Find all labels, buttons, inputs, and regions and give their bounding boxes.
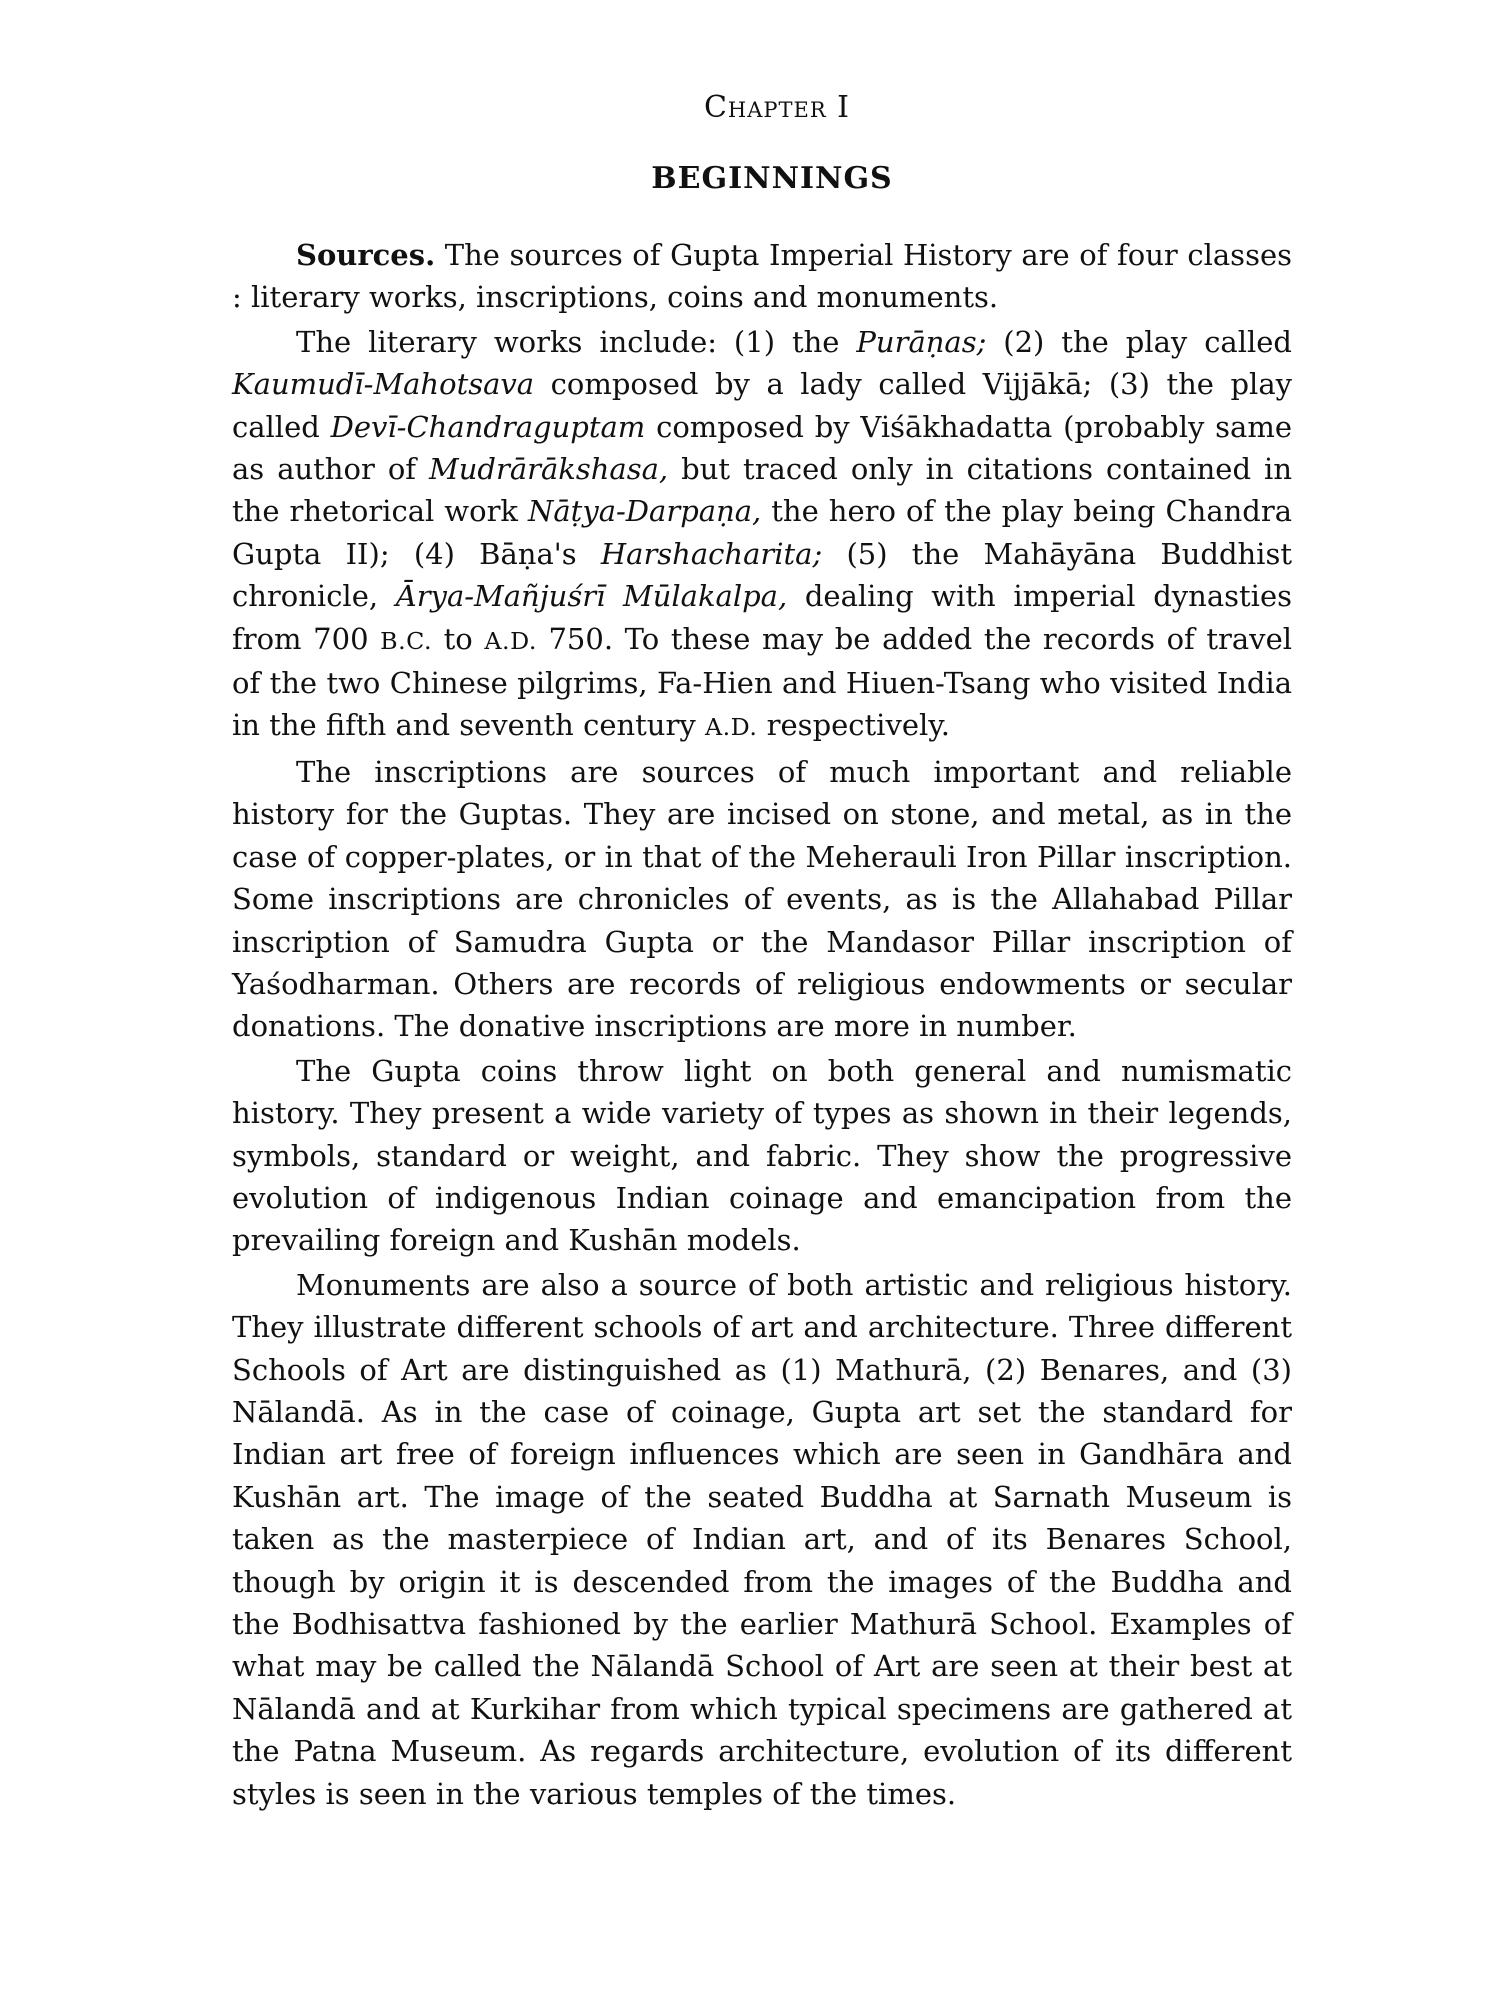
- paragraph-coins: [232, 1050, 1292, 1262]
- text-run: The inscriptions are sources of much important and reliable history for the Guptas. They are incised on stone, and metal, as in the case of copper-plates, or in that of the Meherauli Iron Pillar inscription. Some inscriptions are chronicles of events, as is the Allahabad Pillar inscription of Samudra Gupta or the Mandasor Pillar inscription of Yaśodharman. Others are records of religious endowments or secular donations. The donative inscriptions are more in number.: [232, 754, 1292, 1044]
- italic-title: Purāṇas;: [856, 324, 987, 359]
- section-lead: Sources.: [296, 238, 436, 272]
- era-abbrev: A.D.: [484, 626, 537, 655]
- text-run: The Gupta coins throw light on both general and numismatic history. They present a wide variety of types as shown in their legends, symbols, standard or weight, and fabric. They show the progressive evolution of indigenous Indian coinage and emancipation from the prevailing foreign and Kushān models.: [232, 1053, 1292, 1258]
- book-page: [232, 90, 1292, 1815]
- text-run: composed by a lady called Vijjākā; (3) the play called: [232, 367, 1292, 444]
- text-run: (2) the play called: [986, 324, 1292, 359]
- italic-title: Kaumudī-Mahotsava: [232, 367, 535, 402]
- paragraph-sources: [232, 234, 1292, 319]
- chapter-label: Chapter I: [703, 90, 851, 125]
- chapter-body: [232, 234, 1292, 1815]
- paragraph-monuments: [232, 1264, 1292, 1815]
- italic-title: Ārya-Mañjuśrī Mūlakalpa,: [395, 579, 788, 614]
- text-run: 750. To these may be added the records of travel of the two Chinese pilgrims, Fa-Hien and Hiuen-Tsang who visited India in the fifth and seventh century: [232, 621, 1293, 743]
- era-abbrev: B.C.: [380, 626, 433, 655]
- text-run: to: [432, 621, 485, 656]
- text-run: (5) the Mahāyāna Buddhist chronicle,: [232, 536, 1292, 614]
- era-abbrev: A.D.: [704, 713, 758, 742]
- paragraph-literary-works: [232, 321, 1292, 749]
- italic-title: Nāṭya-Darpaṇa,: [528, 494, 762, 529]
- text-run: respectively.: [757, 708, 951, 743]
- italic-title: Mudrārākshasa,: [429, 452, 669, 487]
- chapter-title: BEGINNINGS: [651, 161, 893, 196]
- paragraph-inscriptions: [232, 751, 1292, 1048]
- italic-title: Harshacharita;: [600, 536, 823, 571]
- text-run: The literary works include: (1) the: [296, 324, 857, 359]
- italic-title: Devī-Chandraguptam: [330, 409, 646, 444]
- text-run: dealing with imperial dynasties from 700: [232, 579, 1292, 656]
- text-run: composed by Viśākhadatta (probably same as author of: [232, 409, 1292, 487]
- text-run: the hero of the play being Chandra Gupta II); (4) Bāṇa's: [232, 494, 1292, 571]
- text-run: The sources of Gupta Imperial History are of four classes : literary works, inscriptions, coins and monuments.: [232, 238, 1292, 315]
- text-run: but traced only in citations contained in the rhetorical work: [232, 452, 1293, 529]
- text-run: Monuments are also a source of both artistic and religious history. They illustrate different schools of art and architecture. Three different Schools of Art are distinguished as (1) Mathurā, (2) Benares, and (3) Nālandā. As in the case of coinage, Gupta art set the standard for Indian art free of foreign influences which are seen in Gandhāra and Kushān art. The image of the seated Buddha at Sarnath Museum is taken as the masterpiece of Indian art, and of its Benares School, though by origin it is descended from the images of the Buddha and the Bodhisattva fashioned by the earlier Mathurā School. Examples of what may be called the Nālandā School of Art are seen at their best at Nālandā and at Kurkihar from which typical specimens are gathered at the Patna Museum. As regards architecture, evolution of its different styles is seen in the various temples of the times.: [232, 1267, 1292, 1811]
